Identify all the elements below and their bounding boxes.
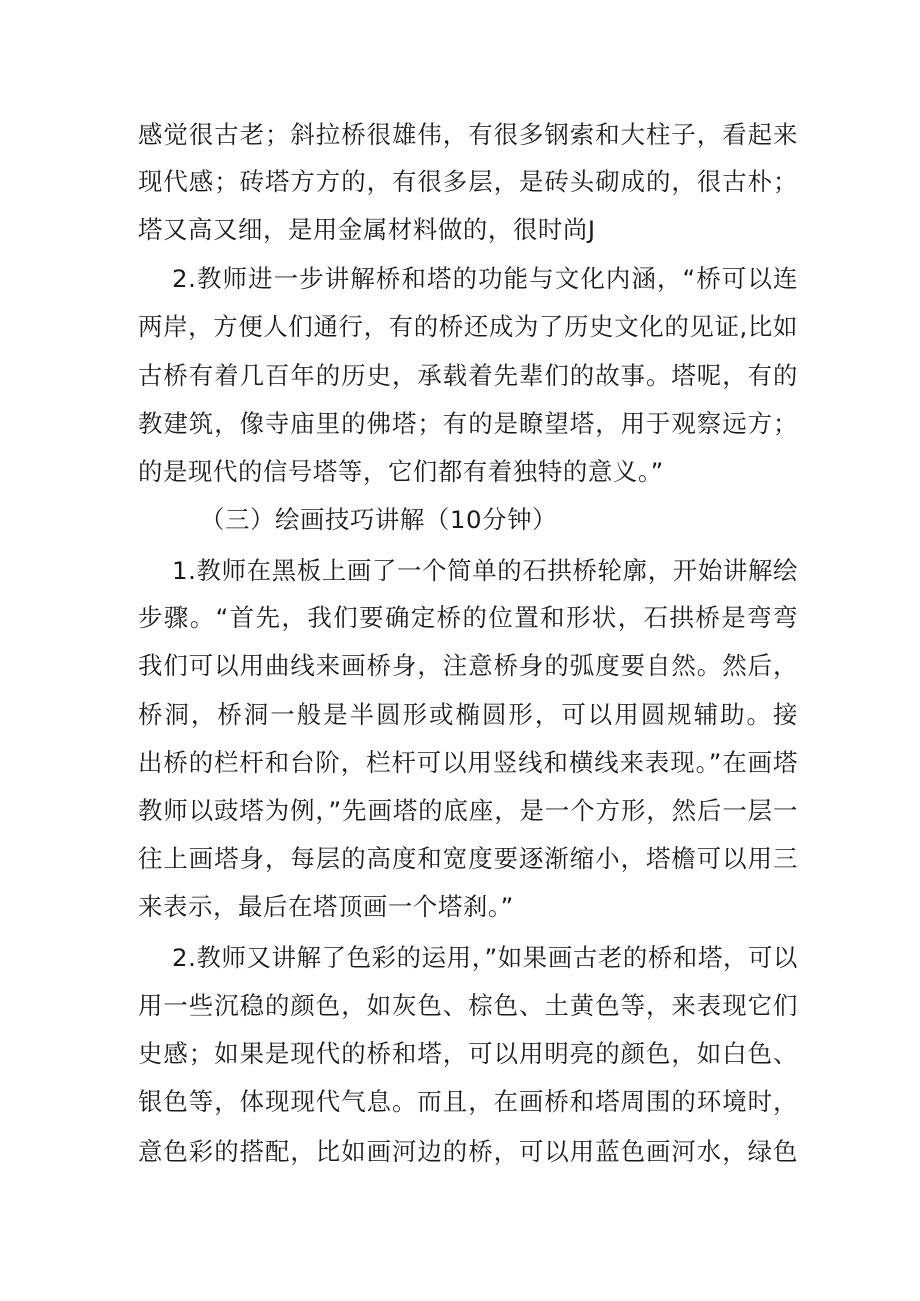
- paragraph-line: 塔又高又细，是用金属材料做的，很时尚J: [138, 215, 596, 244]
- paragraph-line: 现代感；砖塔方方的，有很多层，是砖头砌成的，很古朴；: [138, 167, 798, 196]
- paragraph-line: 来表示，最后在塔顶画一个塔刹。”: [138, 892, 514, 921]
- paragraph-line: 教师以豉塔为例，”先画塔的底座，是一个方形，然后一层一: [138, 796, 798, 825]
- paragraph-line: 我们可以用曲线来画桥身，注意桥身的弧度要自然。然后，: [138, 651, 798, 680]
- paragraph-line: 意色彩的搭配，比如画河边的桥，可以用蓝色画河水，绿色: [138, 1137, 798, 1166]
- paragraph-line: 两岸，方便人们通行，有的桥还成为了历史文化的见证,比如: [138, 312, 798, 341]
- paragraph-line: 用一些沉稳的颜色，如灰色、棕色、土黄色等，来表现它们: [138, 991, 798, 1020]
- paragraph-line: 史感；如果是现代的桥和塔，可以用明亮的颜色，如白色、: [138, 1039, 798, 1068]
- paragraph-line: 步骤。“首先，我们要确定桥的位置和形状，石拱桥是弯弯: [138, 603, 798, 632]
- paragraph-line: 教建筑，像寺庙里的佛塔；有的是瞭望塔，用于观察远方；: [138, 409, 798, 438]
- paragraph-line: 桥洞，桥洞一般是半圆形或椭圆形，可以用圆规辅助。接: [138, 700, 798, 729]
- paragraph-line: 2.教师又讲解了色彩的运用，”如果画古老的桥和塔，可以: [172, 943, 798, 972]
- paragraph-line: 1.教师在黑板上画了一个简单的石拱桥轮廓，开始讲解绘: [172, 556, 798, 585]
- paragraph-line: 古桥有着几百年的历史，承载着先辈们的故事。塔呢，有的: [138, 361, 798, 390]
- paragraph-line: 2.教师进一步讲解桥和塔的功能与文化内涵，“桥可以连: [172, 264, 798, 293]
- section-heading: （三）绘画技巧讲解（10分钟）: [200, 505, 558, 534]
- paragraph-line: 出桥的栏杆和台阶，栏杆可以用竖线和横线来表现。”在画塔: [138, 748, 798, 777]
- paragraph-line: 感觉很古老；斜拉桥很雄伟，有很多钢索和大柱子，看起来: [138, 120, 798, 149]
- paragraph-line: 银色等，体现现代气息。而且，在画桥和塔周围的环境时，: [138, 1087, 798, 1116]
- paragraph-line: 往上画塔身，每层的高度和宽度要逐渐缩小，塔檐可以用三: [138, 844, 798, 873]
- paragraph-line: 的是现代的信号塔等，它们都有着独特的意义。”: [138, 457, 664, 486]
